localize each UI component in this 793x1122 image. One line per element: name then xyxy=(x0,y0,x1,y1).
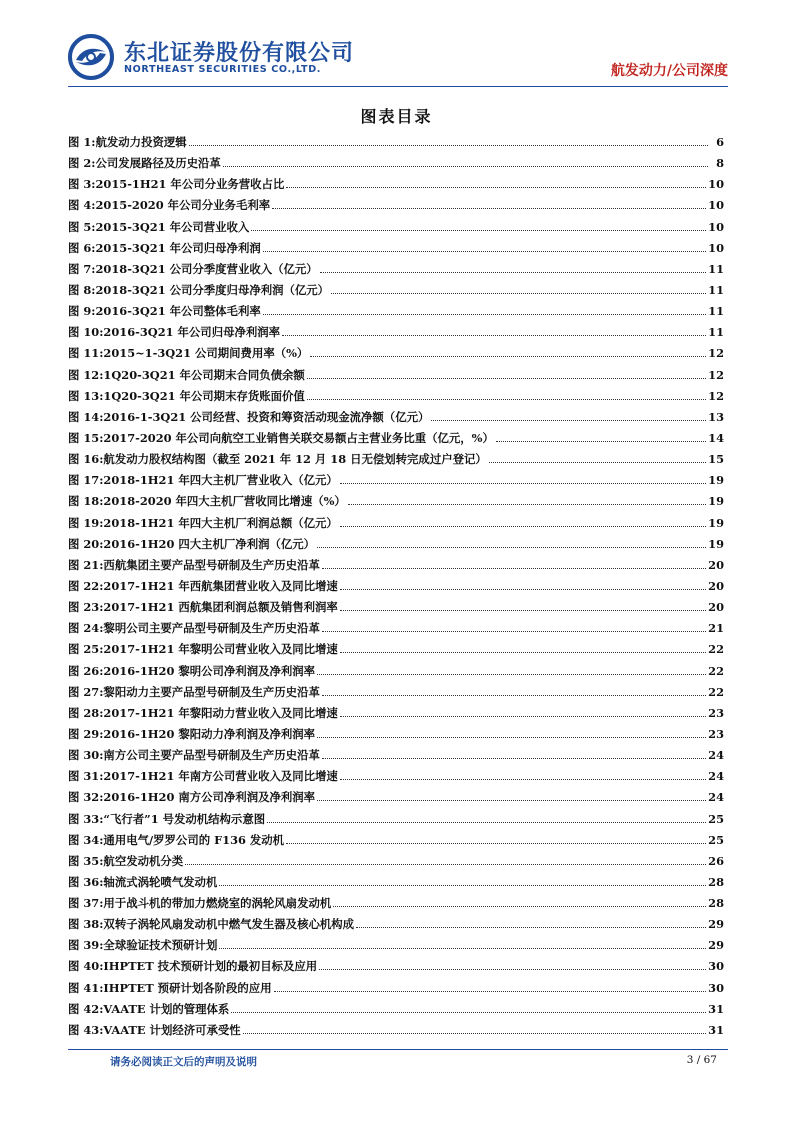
toc-entry-title: 2016-1H20 黎明公司净利润及净利润率 xyxy=(103,663,316,678)
toc-entry-title: 通用电气/罗罗公司的 F136 发动机 xyxy=(103,832,285,847)
toc-entry[interactable] xyxy=(68,620,724,641)
toc-entry-title: 2015-2020 年公司分业务毛利率 xyxy=(95,198,271,213)
toc-entry-title: 2017-1H21 西航集团利润总额及销售利润率 xyxy=(103,600,338,615)
toc-entry-page: 15 xyxy=(708,452,724,467)
toc-entry-page: 25 xyxy=(708,811,724,826)
toc-entry-title: 2017-1H21 年黎阳动力营业收入及同比增速 xyxy=(103,705,338,720)
toc-entry-page: 12 xyxy=(708,367,724,382)
toc-entry-page: 10 xyxy=(708,177,724,192)
toc-entry-label: 图 17: xyxy=(68,473,104,488)
toc-entry-title: 2018-2020 年四大主机厂营收同比增速（%） xyxy=(103,494,346,509)
toc-leader-dots xyxy=(340,483,706,484)
company-name-cn: 东北证券股份有限公司 xyxy=(124,41,355,66)
toc-entry-page: 10 xyxy=(708,240,724,255)
toc-leader-dots xyxy=(263,314,706,315)
toc-entry-label: 图 35: xyxy=(68,853,104,868)
toc-entry-label: 图 36: xyxy=(68,874,104,889)
toc-entry-title: 双转子涡轮风扇发动机中燃气发生器及核心机构成 xyxy=(103,917,355,932)
toc-entry-label: 图 9: xyxy=(68,304,96,319)
toc-entry-title: 轴流式涡轮喷气发动机 xyxy=(103,874,218,889)
toc-leader-dots xyxy=(340,779,706,780)
toc-entry-page: 22 xyxy=(708,663,724,678)
toc-entry-page: 10 xyxy=(708,219,724,234)
toc-entry-page: 20 xyxy=(708,600,724,615)
toc-entry-page: 24 xyxy=(708,748,724,763)
toc-entry-page: 21 xyxy=(708,621,724,636)
toc-entry-page: 11 xyxy=(708,261,724,276)
toc-leader-dots xyxy=(340,610,706,611)
toc-entry-label: 图 20: xyxy=(68,536,104,551)
toc-entry[interactable] xyxy=(68,155,724,176)
toc-entry-label: 图 42: xyxy=(68,1001,104,1016)
toc-entry[interactable] xyxy=(68,937,724,958)
toc-entry-label: 图 8: xyxy=(68,282,96,297)
page-header xyxy=(68,34,728,86)
toc-entry-title: 1Q20-3Q21 年公司期末存货账面价值 xyxy=(103,388,305,403)
toc-leader-dots xyxy=(340,526,706,527)
toc-entry-title: 2016-1H20 黎阳动力净利润及净利润率 xyxy=(103,726,316,741)
toc-leader-dots xyxy=(496,441,706,442)
toc-entry-page: 19 xyxy=(708,515,724,530)
toc-entry[interactable] xyxy=(68,240,724,261)
company-logo-icon xyxy=(68,34,114,80)
toc-entry-page: 30 xyxy=(708,959,724,974)
toc-entry[interactable] xyxy=(68,789,724,810)
toc-entry-label: 图 18: xyxy=(68,494,104,509)
toc-entry-page: 24 xyxy=(708,769,724,784)
toc-leader-dots xyxy=(333,906,706,907)
toc-entry[interactable] xyxy=(68,515,724,536)
toc-entry[interactable] xyxy=(68,176,724,197)
toc-entry-page: 11 xyxy=(708,282,724,297)
toc-entry[interactable] xyxy=(68,303,724,324)
toc-entry[interactable] xyxy=(68,663,724,684)
toc-entry-page: 22 xyxy=(708,642,724,657)
toc-entry-page: 30 xyxy=(708,980,724,995)
toc-entry-label: 图 6: xyxy=(68,240,96,255)
toc-entry-label: 图 38: xyxy=(68,917,104,932)
toc-entry[interactable] xyxy=(68,832,724,853)
figure-toc-list xyxy=(68,134,724,1043)
toc-entry-title: 2016-3Q21 年公司整体毛利率 xyxy=(95,304,261,319)
toc-entry-label: 图 4: xyxy=(68,198,96,213)
toc-entry-title: 2018-1H21 年四大主机厂利润总额（亿元） xyxy=(103,515,338,530)
toc-entry-title: 1Q20-3Q21 年公司期末合同负债余额 xyxy=(103,367,305,382)
toc-leader-dots xyxy=(322,631,706,632)
toc-entry-title: 全球验证技术预研计划 xyxy=(103,938,218,953)
toc-leader-dots xyxy=(340,652,706,653)
toc-entry-label: 图 22: xyxy=(68,578,104,593)
toc-entry-title: VAATE 计划的管理体系 xyxy=(103,1001,230,1016)
toc-leader-dots xyxy=(307,399,706,400)
toc-entry-title: 黎明公司主要产品型号研制及生产历史沿革 xyxy=(103,621,320,636)
toc-entry-label: 图 37: xyxy=(68,896,104,911)
toc-entry-page: 12 xyxy=(708,388,724,403)
toc-entry-page: 6 xyxy=(716,135,724,149)
toc-entry-page: 29 xyxy=(708,917,724,932)
toc-entry-label: 图 23: xyxy=(68,600,104,615)
toc-entry[interactable] xyxy=(68,493,724,514)
report-category: 航发动力/公司深度 xyxy=(610,63,728,79)
toc-entry[interactable] xyxy=(68,197,724,218)
toc-leader-dots xyxy=(189,145,708,146)
toc-entry[interactable] xyxy=(68,367,724,388)
toc-entry-label: 图 30: xyxy=(68,748,104,763)
toc-leader-dots xyxy=(317,737,706,738)
page-title: 图表目录 xyxy=(360,107,433,126)
toc-entry-title: IHPTET 预研计划各阶段的应用 xyxy=(103,980,272,995)
toc-entry-page: 28 xyxy=(708,896,724,911)
toc-entry[interactable] xyxy=(68,811,724,832)
toc-entry[interactable] xyxy=(68,536,724,557)
toc-leader-dots xyxy=(219,948,706,949)
toc-entry-page: 20 xyxy=(708,578,724,593)
toc-entry-title: 2018-1H21 年四大主机厂营业收入（亿元） xyxy=(103,473,338,488)
toc-entry-label: 图 19: xyxy=(68,515,104,530)
toc-entry-label: 图 25: xyxy=(68,642,104,657)
toc-entry[interactable] xyxy=(68,641,724,662)
toc-entry-title: 2017-1H21 年黎明公司营业收入及同比增速 xyxy=(103,642,338,657)
toc-entry[interactable] xyxy=(68,345,724,366)
toc-leader-dots xyxy=(322,758,706,759)
toc-entry-label: 图 27: xyxy=(68,684,104,699)
toc-entry-label: 图 16: xyxy=(68,452,104,467)
toc-leader-dots xyxy=(331,293,706,294)
toc-entry-label: 图 34: xyxy=(68,832,104,847)
toc-leader-dots xyxy=(223,166,708,167)
toc-entry-page: 31 xyxy=(708,1022,724,1037)
toc-leader-dots xyxy=(251,230,706,231)
toc-entry[interactable] xyxy=(68,958,724,979)
toc-entry-label: 图 32: xyxy=(68,790,104,805)
toc-entry[interactable] xyxy=(68,1022,724,1043)
toc-leader-dots xyxy=(243,1033,706,1034)
toc-leader-dots xyxy=(286,187,706,188)
toc-entry[interactable] xyxy=(68,980,724,1001)
toc-leader-dots xyxy=(320,272,706,273)
toc-entry-page: 8 xyxy=(716,156,724,171)
toc-entry-label: 图 31: xyxy=(68,769,104,784)
page-number: 3 / 67 xyxy=(686,1054,717,1066)
toc-entry-label: 图 1: xyxy=(68,135,96,149)
toc-leader-dots xyxy=(348,504,706,505)
toc-entry-title: 2015-3Q21 年公司营业收入 xyxy=(95,219,250,234)
toc-entry-label: 图 7: xyxy=(68,261,96,276)
toc-entry[interactable] xyxy=(68,451,724,472)
toc-entry-label: 图 26: xyxy=(68,663,104,678)
toc-entry-title: 2017-2020 年公司向航空工业销售关联交易额占主营业务比重（亿元，%） xyxy=(103,430,494,445)
footer-disclaimer: 请务必阅读正文后的声明及说明 xyxy=(110,1056,257,1068)
toc-entry-page: 23 xyxy=(708,726,724,741)
toc-leader-dots xyxy=(310,356,706,357)
toc-leader-dots xyxy=(356,927,706,928)
toc-entry[interactable] xyxy=(68,747,724,768)
toc-entry-label: 图 14: xyxy=(68,409,104,424)
toc-entry-title: 航空发动机分类 xyxy=(103,853,184,868)
toc-entry-title: 2016-1H20 四大主机厂净利润（亿元） xyxy=(103,536,316,551)
toc-leader-dots xyxy=(317,800,706,801)
toc-entry-label: 图 33: xyxy=(68,811,104,826)
toc-entry-title: 2015~1-3Q21 公司期间费用率（%） xyxy=(103,346,309,361)
toc-entry[interactable] xyxy=(68,599,724,620)
toc-entry-page: 19 xyxy=(708,536,724,551)
toc-entry[interactable] xyxy=(68,282,724,303)
toc-entry-label: 图 39: xyxy=(68,938,104,953)
toc-entry-page: 11 xyxy=(708,325,724,340)
toc-entry-title: “飞行者”1 号发动机结构示意图 xyxy=(103,811,266,826)
toc-leader-dots xyxy=(282,335,706,336)
toc-entry-label: 图 21: xyxy=(68,557,104,572)
footer-divider xyxy=(68,1049,728,1050)
toc-leader-dots xyxy=(272,208,706,209)
toc-entry[interactable] xyxy=(68,219,724,240)
toc-leader-dots xyxy=(231,1012,706,1013)
toc-leader-dots xyxy=(317,547,706,548)
toc-leader-dots xyxy=(322,695,706,696)
toc-entry-label: 图 10: xyxy=(68,325,104,340)
toc-entry-title: 西航集团主要产品型号研制及生产历史沿革 xyxy=(103,557,320,572)
toc-leader-dots xyxy=(340,716,706,717)
toc-entry-title: 黎阳动力主要产品型号研制及生产历史沿革 xyxy=(103,684,320,699)
toc-leader-dots xyxy=(185,864,706,865)
toc-entry-title: 公司发展路径及历史沿革 xyxy=(95,156,221,171)
toc-entry-title: 2015-1H21 年公司分业务营收占比 xyxy=(95,177,285,192)
toc-entry-label: 图 24: xyxy=(68,621,104,636)
toc-entry-title: 2018-3Q21 公司分季度营业收入（亿元） xyxy=(95,261,318,276)
toc-entry-title: 2016-3Q21 年公司归母净利润率 xyxy=(103,325,281,340)
toc-entry-title: IHPTET 技术预研计划的最初目标及应用 xyxy=(103,959,318,974)
toc-entry[interactable] xyxy=(68,261,724,282)
toc-entry-title: 2016-1H20 南方公司净利润及净利润率 xyxy=(103,790,316,805)
toc-leader-dots xyxy=(267,822,706,823)
toc-entry[interactable] xyxy=(68,1001,724,1022)
toc-entry-page: 19 xyxy=(708,494,724,509)
toc-entry-page: 31 xyxy=(708,1001,724,1016)
toc-entry-page: 25 xyxy=(708,832,724,847)
toc-entry-page: 10 xyxy=(708,198,724,213)
toc-leader-dots xyxy=(319,969,706,970)
toc-entry-page: 28 xyxy=(708,874,724,889)
toc-entry-label: 图 12: xyxy=(68,367,104,382)
toc-entry-label: 图 13: xyxy=(68,388,104,403)
toc-entry-title: 南方公司主要产品型号研制及生产历史沿革 xyxy=(103,748,320,763)
toc-leader-dots xyxy=(431,420,706,421)
toc-entry-page: 29 xyxy=(708,938,724,953)
toc-entry-label: 图 15: xyxy=(68,430,104,445)
toc-entry-title: VAATE 计划经济可承受性 xyxy=(103,1022,241,1037)
toc-entry-title: 用于战斗机的带加力燃烧室的涡轮风扇发动机 xyxy=(103,896,332,911)
toc-entry-label: 图 40: xyxy=(68,959,104,974)
toc-leader-dots xyxy=(286,843,706,844)
toc-leader-dots xyxy=(263,251,706,252)
toc-entry[interactable] xyxy=(68,388,724,409)
toc-entry-page: 24 xyxy=(708,790,724,805)
toc-entry[interactable] xyxy=(68,726,724,747)
toc-leader-dots xyxy=(340,589,706,590)
toc-entry-label: 图 28: xyxy=(68,705,104,720)
toc-entry-label: 图 41: xyxy=(68,980,104,995)
toc-leader-dots xyxy=(322,568,706,569)
toc-leader-dots xyxy=(274,991,707,992)
toc-entry-title: 2017-1H21 年南方公司营业收入及同比增速 xyxy=(103,769,338,784)
toc-entry-label: 图 5: xyxy=(68,219,96,234)
toc-leader-dots xyxy=(489,462,706,463)
toc-entry-title: 2015-3Q21 年公司归母净利润 xyxy=(95,240,261,255)
toc-entry-page: 11 xyxy=(708,304,724,319)
toc-entry-title: 航发动力股权结构图（截至 2021 年 12 月 18 日无偿划转完成过户登记） xyxy=(103,452,487,467)
toc-entry[interactable] xyxy=(68,430,724,451)
toc-leader-dots xyxy=(219,885,706,886)
toc-entry-page: 23 xyxy=(708,705,724,720)
toc-leader-dots xyxy=(317,674,706,675)
toc-entry[interactable] xyxy=(68,472,724,493)
toc-entry[interactable] xyxy=(68,874,724,895)
toc-entry-label: 图 43: xyxy=(68,1022,104,1037)
toc-entry[interactable] xyxy=(68,557,724,578)
toc-entry[interactable] xyxy=(68,916,724,937)
toc-entry[interactable] xyxy=(68,768,724,789)
toc-entry[interactable] xyxy=(68,705,724,726)
toc-entry-title: 2018-3Q21 公司分季度归母净利润（亿元） xyxy=(95,282,330,297)
toc-entry[interactable] xyxy=(68,409,724,430)
toc-entry-title: 航发动力投资逻辑 xyxy=(95,135,187,149)
toc-entry-page: 14 xyxy=(708,430,724,445)
toc-entry[interactable] xyxy=(68,853,724,874)
toc-entry[interactable] xyxy=(68,684,724,705)
toc-entry-label: 图 11: xyxy=(68,346,104,361)
toc-entry-title: 2016-1-3Q21 公司经营、投资和筹资活动现金流净额（亿元） xyxy=(103,409,430,424)
toc-entry-label: 图 2: xyxy=(68,156,96,171)
toc-entry[interactable] xyxy=(68,134,724,155)
toc-entry[interactable] xyxy=(68,895,724,916)
company-name-en: NORTHEAST SECURITIES CO.,LTD. xyxy=(124,64,322,75)
toc-leader-dots xyxy=(307,378,706,379)
toc-entry-page: 26 xyxy=(708,853,724,868)
toc-entry-page: 12 xyxy=(708,346,724,361)
toc-entry-title: 2017-1H21 年西航集团营业收入及同比增速 xyxy=(103,578,338,593)
toc-entry-page: 19 xyxy=(708,473,724,488)
toc-entry-label: 图 3: xyxy=(68,177,96,192)
header-divider xyxy=(68,86,728,87)
toc-entry[interactable] xyxy=(68,578,724,599)
toc-entry-label: 图 29: xyxy=(68,726,104,741)
toc-entry-page: 13 xyxy=(708,409,724,424)
toc-entry-page: 20 xyxy=(708,557,724,572)
toc-entry[interactable] xyxy=(68,324,724,345)
toc-entry-page: 22 xyxy=(708,684,724,699)
